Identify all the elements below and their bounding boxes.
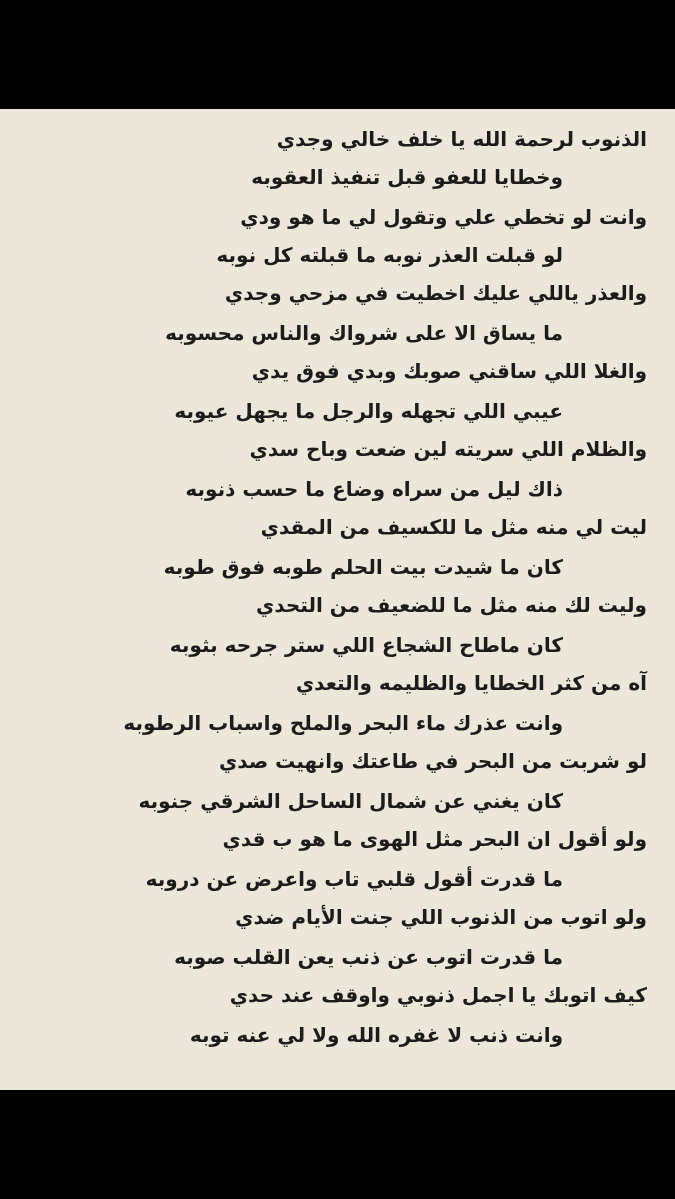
poem-line: وانت لو تخطي علي وتقول لي ما هو ودي	[240, 205, 647, 229]
scanned-page	[0, 109, 675, 1090]
poem-line: والعذر ياللي عليك اخطيت في مزحي وجدي	[224, 281, 647, 305]
poem-line: الذنوب لرحمة الله يا خلف خالي وجدي	[276, 127, 647, 151]
poem-line: ولو اتوب من الذنوب اللي جنت الأيام ضدي	[235, 905, 647, 929]
poem-line: وليت لك منه مثل ما للضعيف من التحدي	[256, 593, 647, 617]
poem-line: آه من كثر الخطايا والظليمه والتعدي	[295, 671, 647, 695]
poem-line: ما قدرت أقول قلبي تاب واعرض عن دروبه	[145, 867, 563, 891]
poem-line: ما يساق الا على شرواك والناس محسوبه	[165, 321, 563, 345]
poem-line: كان يغني عن شمال الساحل الشرقي جنوبه	[138, 789, 563, 813]
poem-line: وانت عذرك ماء البحر والملح واسباب الرطوبه	[123, 711, 563, 735]
poem-line: والظلام اللي سريته لين ضعت وباح سدي	[249, 437, 647, 461]
poem-line: كيف اتوبك يا اجمل ذنوبي واوقف عند حدي	[229, 983, 647, 1007]
poem-text	[0, 109, 675, 1090]
poem-line: لو قبلت العذر نوبه ما قبلته كل نوبه	[216, 243, 563, 267]
poem-line: وخطايا للعفو قبل تنفيذ العقوبه	[251, 165, 563, 189]
poem-line: عيبي اللي تجهله والرجل ما يجهل عيوبه	[174, 399, 563, 423]
poem-line: ما قدرت اتوب عن ذنب يعن القلب صوبه	[174, 945, 563, 969]
poem-line: ليت لي منه مثل ما للكسيف من المقدي	[260, 515, 647, 539]
poem-line: لو شربت من البحر في طاعتك وانهيت صدي	[218, 749, 647, 773]
poem-line: ولو أقول ان البحر مثل الهوى ما هو ب قدي	[222, 827, 647, 851]
poem-line: كان ماطاح الشجاع اللي ستر جرحه بثوبه	[169, 633, 563, 657]
poem-line: كان ما شيدت بيت الحلم طوبه فوق طوبه	[163, 555, 563, 579]
poem-line: ذاك ليل من سراه وضاع ما حسب ذنوبه	[185, 477, 563, 501]
poem-line: والغلا اللي ساقني صوبك وبدي فوق يدي	[251, 359, 647, 383]
poem-line: وانت ذنب لا غفره الله ولا لي عنه توبه	[189, 1023, 563, 1047]
